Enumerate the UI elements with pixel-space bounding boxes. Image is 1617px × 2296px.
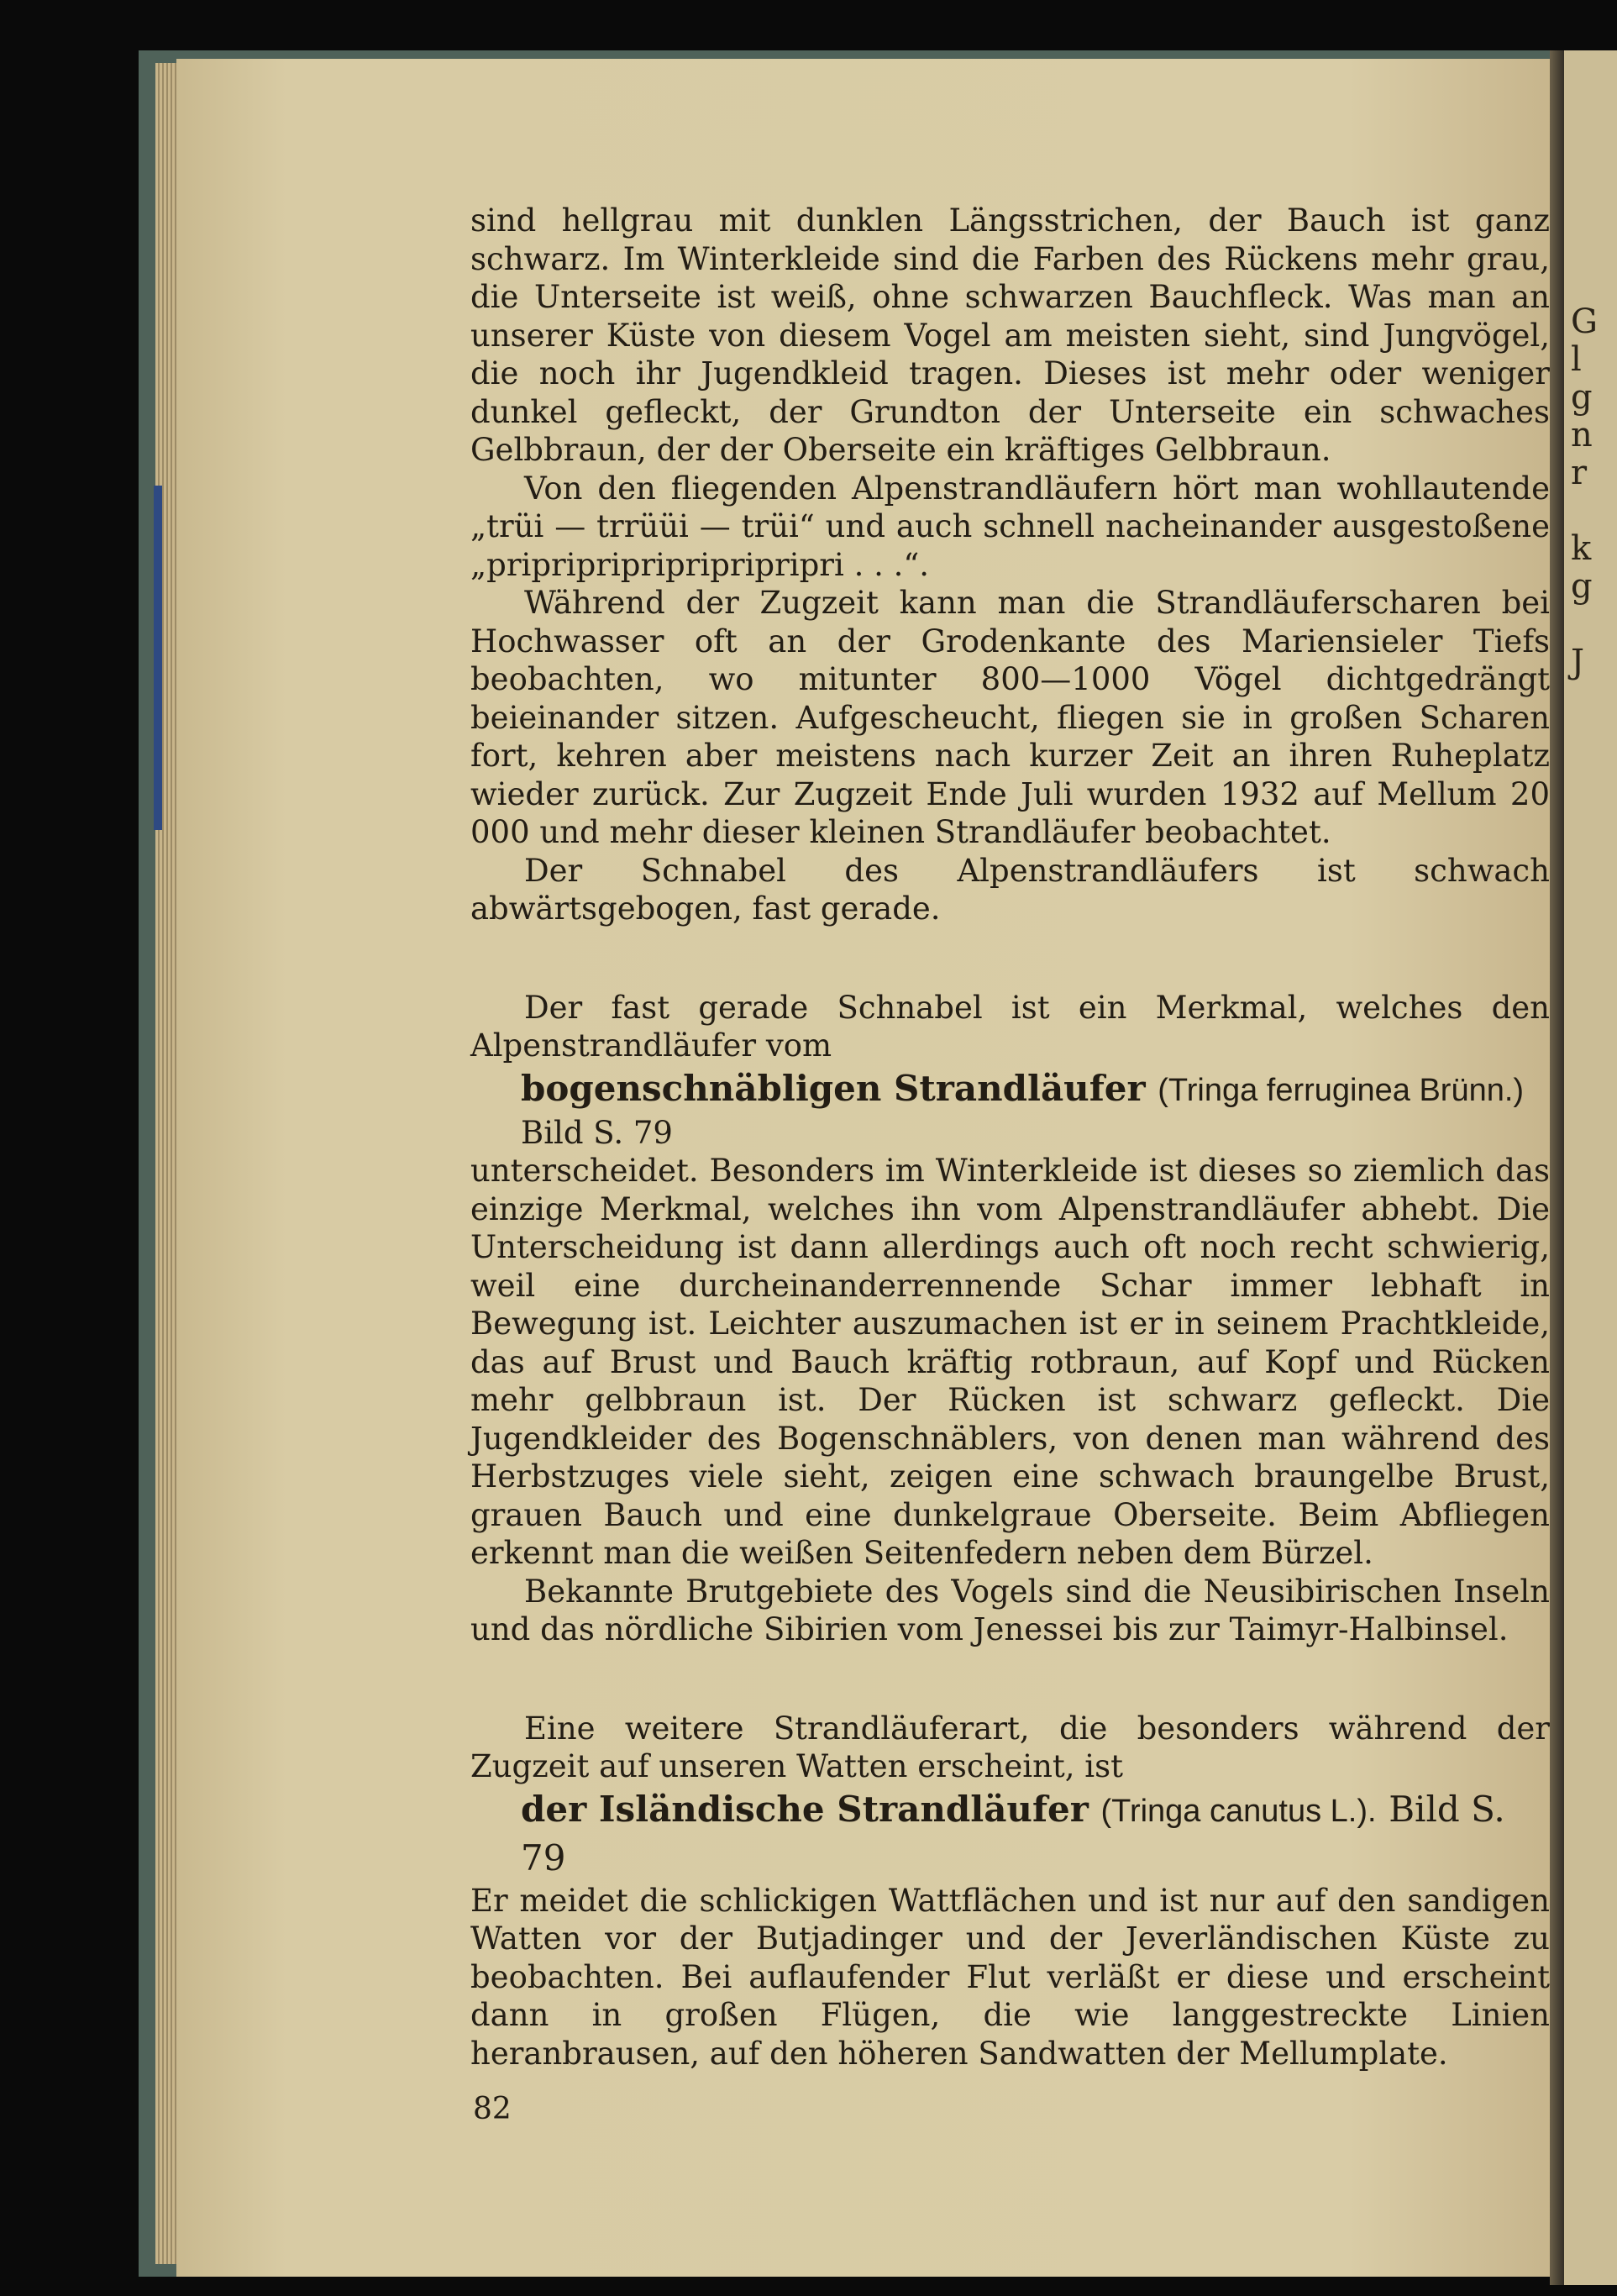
facing-letter: g (1571, 378, 1593, 417)
facing-letter: G (1571, 302, 1598, 341)
facing-letter: n (1571, 416, 1593, 454)
facing-page-edge (1564, 50, 1617, 2285)
species-heading (470, 1065, 1550, 1114)
paragraph: Eine weitere Strandläuferart, die besonders während der Zugzeit auf unseren Watten erscheint, ist (470, 1710, 1550, 1784)
image-reference: Bild S. 79 (521, 1114, 673, 1151)
facing-letter: J (1571, 643, 1585, 681)
species-name: der Isländische Strandläufer (521, 1788, 1089, 1830)
page-text (470, 202, 1550, 2073)
species-name: bogenschnäbligen Strandläufer (521, 1067, 1146, 1109)
paragraph: Während der Zugzeit kann man die Strandläuferscharen bei Hochwasser oft an der Grodenkante des Mariensieler Tiefs beobachten, wo mitunter 800—1000 Vögel dichtgedrängt beieinander sitzen. Aufgescheucht, fliegen sie in großen Scharen fort, kehren aber meistens nach kurzer Zeit an ihren Ruheplatz wieder zurück. Zur Zugzeit Ende Juli wurden 1932 auf Mellum 20 000 und mehr dieser kleinen Strandläufer beobachtet. (470, 585, 1550, 850)
facing-letter: l (1571, 340, 1582, 379)
paragraph: unterscheidet. Besonders im Winterkleide ist dieses so ziemlich das einzige Merkmal, welches ihn vom Alpenstrandläufer abhebt. Die Unterscheidung ist dann allerdings auch oft noch recht schwierig, weil eine durcheinanderrennende Schar immer lebhaft in Bewegung ist. Leichter auszumachen ist er in seinem Prachtkleide, das auf Brust und Bauch kräftig rotbraun, auf Kopf und Rücken mehr gelbbraun ist. Der Rücken ist schwarz gefleckt. Die Jugendkleider des Bogenschnäblers, von denen man während des Herbstzuges viele sieht, zeigen eine schwach braungelbe Brust, grauen Bauch und eine dunkelgraue Oberseite. Beim Abfliegen erkennt man die weißen Seitenfedern neben dem Bürzel. (470, 1153, 1550, 1571)
blue-bookmark-ribbon (154, 486, 162, 830)
facing-letter: r (1571, 454, 1588, 492)
paragraph: Er meidet die schlickigen Wattflächen und ist nur auf den sandigen Watten vor der Butjadinger und der Jeverländischen Küste zu beobachten. Bei auflaufender Flut verläßt er diese und erscheint dann in großen Flügen, die wie langgestreckte Linien heranbrausen, auf den höheren Sandwatten der Mellumplate. (470, 1882, 1550, 2072)
facing-letter: k (1571, 529, 1592, 568)
paragraph: Der fast gerade Schnabel ist ein Merkmal, welches den Alpenstrandläufer vom (470, 989, 1550, 1064)
page-number: 82 (473, 2092, 512, 2126)
species-latin: (Tringa ferruginea Brünn.) (1158, 1072, 1525, 1108)
species-latin: (Tringa canutus L.). (1100, 1793, 1377, 1829)
species-heading (470, 1786, 1550, 1882)
facing-letter: g (1571, 567, 1593, 606)
paragraph: sind hellgrau mit dunklen Längsstrichen, der Bauch ist ganz schwarz. Im Winterkleide sind die Farben des Rückens mehr grau, die Unterseite ist weiß, ohne schwarzen Bauchfleck. Was man an unserer Küste von diesem Vogel am meisten sieht, sind Jungvögel, die noch ihr Jugendkleid tragen. Dieses ist mehr oder weniger dunkel gefleckt, der Grundton der Unterseite ein schwaches Gelbbraun, der der Oberseite ein kräftiges Gelbbraun. (470, 202, 1550, 468)
paragraph: Der Schnabel des Alpenstrandläufers ist schwach abwärtsgebogen, fast gerade. (470, 852, 1550, 927)
paragraph: Von den fliegenden Alpenstrandläufern hört man wohllautende „trüi — trrüüi — trüi“ und auch schnell nacheinander ausgestoßene „pripripripripripripripri . . .“. (470, 470, 1550, 583)
image-reference: Bild S. 79 (521, 1788, 1505, 1878)
paragraph: Bekannte Brutgebiete des Vogels sind die Neusibirischen Inseln und das nördliche Sibirien vom Jenessei bis zur Taimyr-Halbinsel. (470, 1573, 1550, 1647)
